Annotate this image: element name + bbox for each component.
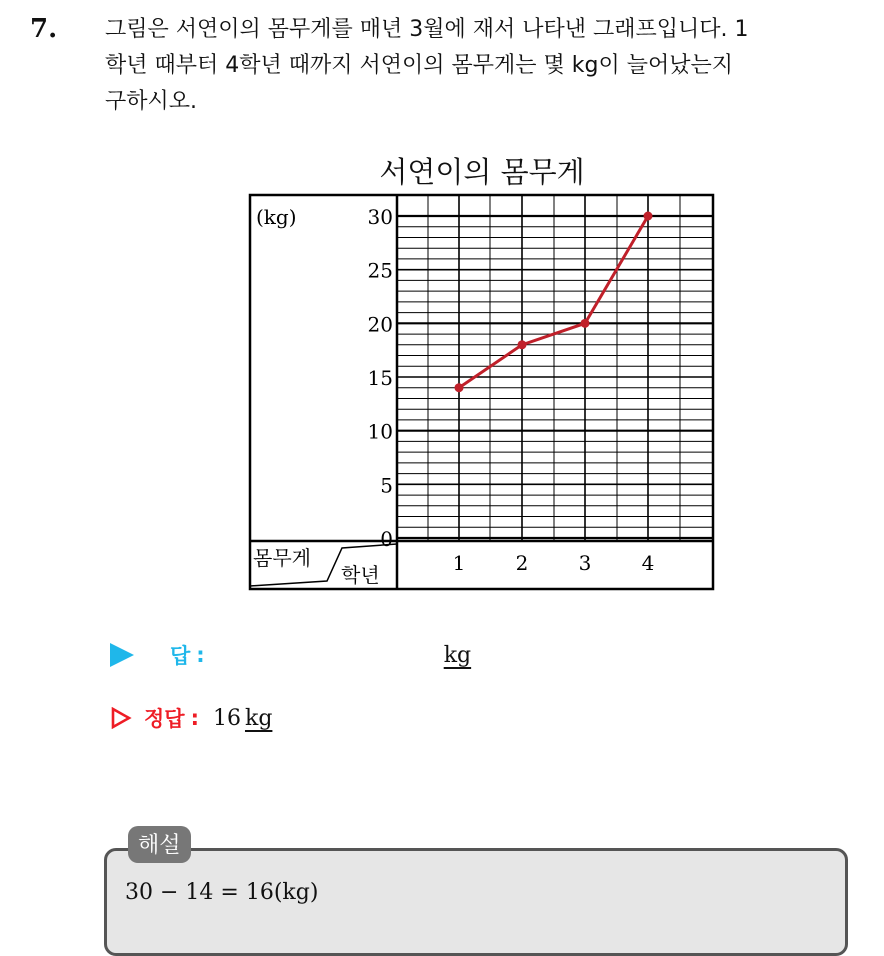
x-tick-label: 3 xyxy=(578,551,592,575)
x-tick-label: 4 xyxy=(641,551,655,575)
y-tick-label: 20 xyxy=(367,312,393,337)
correct-label: 정답 xyxy=(144,707,185,731)
x-tick-label: 2 xyxy=(515,551,529,575)
outline-arrow-icon xyxy=(110,707,132,729)
x-tick-label: 1 xyxy=(452,551,466,575)
y-tick-label: 10 xyxy=(367,419,393,444)
question-line: 구하시오. xyxy=(105,89,198,114)
answer-colon: : xyxy=(196,643,205,667)
y-tick-label: 15 xyxy=(367,366,393,390)
correct-value: 16 xyxy=(212,705,241,731)
y-tick-label: 25 xyxy=(367,258,393,283)
correct-colon: : xyxy=(190,706,199,730)
answer-unit: kg xyxy=(443,642,472,668)
question-line: 학년 때부터 4학년 때까지 서연이의 몸무게는 몇 kg이 늘어났는지 xyxy=(105,53,733,78)
answer-label: 답 xyxy=(170,644,191,668)
correct-unit: kg xyxy=(244,705,273,731)
question-line: 그림은 서연이의 몸무게를 매년 3월에 재서 나타낸 그래프입니다. 1 xyxy=(105,17,749,42)
play-arrow-icon xyxy=(110,643,134,667)
data-point xyxy=(518,340,527,349)
y-axis-unit-label: (kg) xyxy=(256,205,297,229)
data-point xyxy=(455,383,464,392)
answer-row xyxy=(110,640,475,670)
question-number: 7. xyxy=(30,14,58,44)
y-tick-label: 30 xyxy=(367,205,393,229)
data-point xyxy=(581,319,590,328)
y-tick-label: 0 xyxy=(380,527,393,551)
x-axis-label: 학년 xyxy=(341,563,380,587)
corner-label: 몸무게 xyxy=(253,546,311,570)
explanation-text: 30 − 14 = 16(kg) xyxy=(125,880,319,905)
chart-title: 서연이의 몸무게 xyxy=(379,155,585,189)
chart-frame xyxy=(250,195,713,589)
y-tick-label: 5 xyxy=(380,473,393,498)
data-point xyxy=(644,212,653,221)
explanation-tag: 해설 xyxy=(128,826,191,863)
correct-answer-row xyxy=(110,703,272,733)
